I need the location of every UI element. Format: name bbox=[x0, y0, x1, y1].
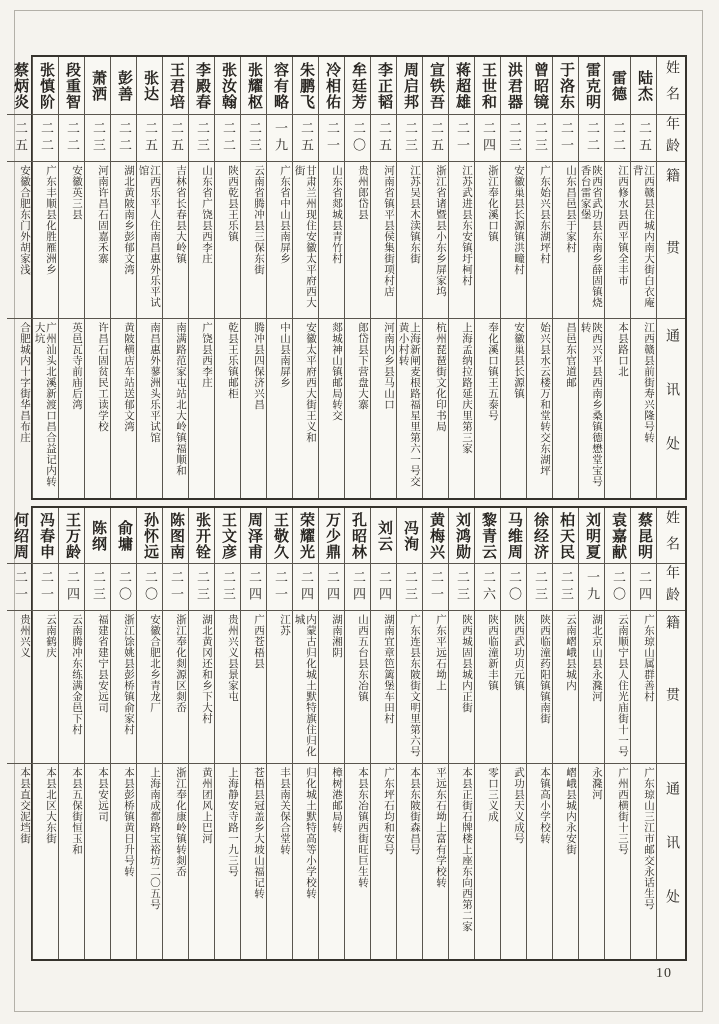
native-place-cell: 安徽合肥北乡青龙厂 bbox=[137, 610, 162, 763]
contact-cell: 广饶县西李庄 bbox=[189, 318, 214, 498]
contact-cell: 浙江奉化康岭镇转剡岙 bbox=[163, 763, 188, 959]
person-column bbox=[344, 57, 370, 498]
contact-cell: 河南内乡县马山口 bbox=[371, 318, 396, 498]
name-cell: 朱鹏飞 bbox=[298, 61, 314, 110]
person-column bbox=[110, 508, 136, 959]
native-place-cell: 广东省中山县南屏乡 bbox=[267, 161, 292, 318]
contact-cell: 安徽巢县长源镇 bbox=[501, 318, 526, 498]
name-cell: 王敬久 bbox=[272, 511, 288, 560]
name-cell: 曾昭镜 bbox=[532, 61, 548, 110]
native-place-cell: 河南许昌石固嘉禾寨 bbox=[85, 161, 110, 318]
person-column bbox=[7, 57, 32, 498]
contact-cell: 英邑瓦寺前庙后湾 bbox=[59, 318, 84, 498]
name-cell: 段重智 bbox=[64, 61, 80, 110]
age-cell: 二五 bbox=[137, 114, 162, 161]
native-place-cell: 广东平远石坳上 bbox=[423, 610, 448, 763]
person-column bbox=[136, 57, 162, 498]
contact-cell: 本县直交泥垱街 bbox=[7, 763, 32, 959]
person-column bbox=[32, 508, 58, 959]
native-place-cell: 江苏武进县东安镇圩柯村 bbox=[449, 161, 474, 318]
age-cell: 二五 bbox=[163, 114, 188, 161]
native-place-cell: 吉林省长春县大岭镇 bbox=[163, 161, 188, 318]
person-column bbox=[318, 57, 344, 498]
contact-cell: 本县安远司 bbox=[85, 763, 110, 959]
name-cell: 冷相佑 bbox=[324, 61, 340, 110]
native-place-cell: 陕西武功贞元镇 bbox=[501, 610, 526, 763]
person-column bbox=[474, 508, 500, 959]
person-column bbox=[32, 57, 58, 498]
person-column bbox=[526, 57, 552, 498]
person-column bbox=[526, 508, 552, 959]
age-cell: 二一 bbox=[423, 563, 448, 610]
name-cell: 何绍周 bbox=[12, 511, 28, 560]
name-cell: 陆杰 bbox=[636, 69, 652, 102]
age-cell: 二二 bbox=[33, 114, 58, 161]
native-place-cell: 云南嶍峨县城内 bbox=[553, 610, 578, 763]
name-cell: 柏天民 bbox=[558, 511, 574, 560]
row-label-column bbox=[656, 57, 685, 498]
person-column bbox=[110, 57, 136, 498]
age-cell: 二二 bbox=[579, 114, 604, 161]
age-cell: 二三 bbox=[215, 563, 240, 610]
age-cell: 二〇 bbox=[345, 114, 370, 161]
name-cell: 徐经济 bbox=[532, 511, 548, 560]
contact-cell: 南满路范家屯站北大岭镇福顺和 bbox=[163, 318, 188, 498]
name-cell: 张达 bbox=[142, 69, 158, 102]
native-place-cell: 云南腾冲东练满金邑下村 bbox=[59, 610, 84, 763]
native-place-cell: 江西乐平人住南昌惠外乐平试馆 bbox=[137, 161, 162, 318]
contact-cell: 永漋河 bbox=[579, 763, 604, 959]
name-cell: 荣耀光 bbox=[298, 511, 314, 560]
native-place-cell: 贵州郎岱县 bbox=[345, 161, 370, 318]
native-place-cell: 湖南湘阴 bbox=[319, 610, 344, 763]
native-place-cell: 安徽合肥东门外胡家浅 bbox=[7, 161, 32, 318]
native-place-cell: 山东昌邑县于家村 bbox=[553, 161, 578, 318]
name-cell: 牟廷芳 bbox=[350, 61, 366, 110]
name-cell: 雷克明 bbox=[584, 61, 600, 110]
contact-cell: 杭州琵琶街文化印书局 bbox=[423, 318, 448, 498]
name-cell: 蒋超雄 bbox=[454, 61, 470, 110]
age-cell: 二一 bbox=[163, 563, 188, 610]
person-column bbox=[396, 57, 422, 498]
contact-cell: 上海南成都路宝裕坊二〇五号 bbox=[137, 763, 162, 959]
contact-cell: 上海孟纳拉路延庆里第三家 bbox=[449, 318, 474, 498]
native-place-cell: 陕西省武功县东南乡薛固镇烧香台雷家堡 bbox=[579, 161, 604, 318]
person-column bbox=[292, 508, 318, 959]
name-cell: 黎青云 bbox=[480, 511, 496, 560]
contact-cell: 黄州团风上巴河 bbox=[189, 763, 214, 959]
name-cell: 张慎阶 bbox=[38, 61, 54, 110]
age-cell: 二三 bbox=[85, 563, 110, 610]
row-label-contact: 通讯处 bbox=[657, 763, 685, 959]
contact-cell: 上海静安寺路一九三号 bbox=[215, 763, 240, 959]
person-column bbox=[240, 57, 266, 498]
contact-cell: 本县东陂街森昌号 bbox=[397, 763, 422, 959]
roster-table-top bbox=[12, 55, 687, 500]
native-place-cell: 陕西乾县王乐镇 bbox=[215, 161, 240, 318]
name-cell: 彭善 bbox=[116, 69, 132, 102]
person-column bbox=[448, 57, 474, 498]
person-column bbox=[578, 508, 604, 959]
name-cell: 宣铁吾 bbox=[428, 61, 444, 110]
native-place-cell: 浙江馀姚县彭桥镇俞家村 bbox=[111, 610, 136, 763]
contact-cell: 苍梧县冠盖乡大坡山福记转 bbox=[241, 763, 266, 959]
person-column bbox=[162, 508, 188, 959]
native-place-cell: 广东连县东陂街文明里第六号 bbox=[397, 610, 422, 763]
age-cell: 二四 bbox=[293, 563, 318, 610]
name-cell: 张开铨 bbox=[194, 511, 210, 560]
contact-cell: 上海新闸麦根路福星里第六一号交黄小村转 bbox=[397, 318, 422, 498]
age-cell: 二四 bbox=[345, 563, 370, 610]
native-place-cell: 广西苍梧县 bbox=[241, 610, 266, 763]
native-place-cell: 安徽巢县长源镇洪疃村 bbox=[501, 161, 526, 318]
person-column bbox=[318, 508, 344, 959]
age-cell: 二二 bbox=[59, 114, 84, 161]
contact-cell: 樟树港邮局转 bbox=[319, 763, 344, 959]
age-cell: 二〇 bbox=[605, 563, 630, 610]
row-label-contact: 通讯处 bbox=[657, 318, 685, 498]
contact-cell: 广州西横街十三号 bbox=[605, 763, 630, 959]
person-column bbox=[58, 508, 84, 959]
name-cell: 俞墉 bbox=[116, 519, 132, 552]
contact-cell: 广州汕头北溪新渡口昌合益记内转大坑 bbox=[33, 318, 58, 498]
person-column bbox=[7, 508, 32, 959]
person-column bbox=[240, 508, 266, 959]
native-place-cell: 广东琼山属群善村 bbox=[631, 610, 656, 763]
row-label-native: 籍贯 bbox=[657, 610, 685, 763]
native-place-cell: 云南顺宁县人住光庙街十一号 bbox=[605, 610, 630, 763]
age-cell: 二三 bbox=[85, 114, 110, 161]
row-label-native: 籍贯 bbox=[657, 161, 685, 318]
native-place-cell: 山西五台县东冶镇 bbox=[345, 610, 370, 763]
native-place-cell: 浙江奉化剡源区剡岙 bbox=[163, 610, 188, 763]
contact-cell: 中山县南屏乡 bbox=[267, 318, 292, 498]
native-place-cell: 云南省腾冲县三保东街 bbox=[241, 161, 266, 318]
person-column bbox=[448, 508, 474, 959]
native-place-cell: 贵州兴义 bbox=[7, 610, 32, 763]
age-cell: 二四 bbox=[241, 563, 266, 610]
name-cell: 容有略 bbox=[272, 61, 288, 110]
contact-cell: 本县正街石牌楼上座东向西第二家 bbox=[449, 763, 474, 959]
native-place-cell: 广东丰顺县化胜雁洲乡 bbox=[33, 161, 58, 318]
contact-cell: 平远东石坳上富有学校转 bbox=[423, 763, 448, 959]
person-column bbox=[58, 57, 84, 498]
age-cell: 二二 bbox=[111, 114, 136, 161]
age-cell: 二三 bbox=[527, 563, 552, 610]
name-cell: 张耀枢 bbox=[246, 61, 262, 110]
name-cell: 李正韬 bbox=[376, 61, 392, 110]
contact-cell: 昌邑东官道邮 bbox=[553, 318, 578, 498]
contact-cell: 武功县天义成号 bbox=[501, 763, 526, 959]
native-place-cell: 甘肃兰州现住安徽太平府西大街 bbox=[293, 161, 318, 318]
native-place-cell: 河南省镇平县侯集街项村店 bbox=[371, 161, 396, 318]
person-column bbox=[578, 57, 604, 498]
age-cell: 二五 bbox=[293, 114, 318, 161]
person-column bbox=[630, 508, 656, 959]
row-label-age: 年龄 bbox=[657, 114, 685, 161]
age-cell: 二四 bbox=[319, 563, 344, 610]
age-cell: 二四 bbox=[59, 563, 84, 610]
contact-cell: 合肥城内十字街华昌布庄 bbox=[7, 318, 32, 498]
person-column bbox=[370, 57, 396, 498]
name-cell: 萧洒 bbox=[90, 69, 106, 102]
native-place-cell: 陕西临潼新丰镇 bbox=[475, 610, 500, 763]
native-place-cell: 江西赣县住城内南大街白衣庵背 bbox=[631, 161, 656, 318]
age-cell: 二三 bbox=[527, 114, 552, 161]
age-cell: 二五 bbox=[423, 114, 448, 161]
contact-cell: 奉化溪口镇王五泰号 bbox=[475, 318, 500, 498]
name-cell: 刘鸿勋 bbox=[454, 511, 470, 560]
age-cell: 一九 bbox=[579, 563, 604, 610]
name-cell: 冯春申 bbox=[38, 511, 54, 560]
contact-cell: 许昌石固贫民工读学校 bbox=[85, 318, 110, 498]
person-column bbox=[344, 508, 370, 959]
name-cell: 蔡炳炎 bbox=[12, 61, 28, 110]
native-place-cell: 湖北京山县永漋河 bbox=[579, 610, 604, 763]
native-place-cell: 浙江省诸暨县小东乡屏家坞 bbox=[423, 161, 448, 318]
name-cell: 刘云 bbox=[376, 519, 392, 552]
person-column bbox=[396, 508, 422, 959]
page-number: 10 bbox=[656, 966, 672, 981]
person-column bbox=[136, 508, 162, 959]
name-cell: 周泽甫 bbox=[246, 511, 262, 560]
age-cell: 二三 bbox=[553, 563, 578, 610]
contact-cell: 本县五保街恒玉和 bbox=[59, 763, 84, 959]
row-label-age: 年龄 bbox=[657, 563, 685, 610]
name-cell: 袁嘉献 bbox=[610, 511, 626, 560]
person-column bbox=[474, 57, 500, 498]
person-column bbox=[188, 508, 214, 959]
person-column bbox=[422, 508, 448, 959]
contact-cell: 嶍峨县城内永安街 bbox=[553, 763, 578, 959]
native-place-cell: 江西修水县西平镇全丰市 bbox=[605, 161, 630, 318]
age-cell: 二一 bbox=[319, 114, 344, 161]
age-cell: 二一 bbox=[33, 563, 58, 610]
person-column bbox=[604, 57, 630, 498]
name-cell: 周启邦 bbox=[402, 61, 418, 110]
native-place-cell: 山东省广饶县西李庄 bbox=[189, 161, 214, 318]
name-cell: 冯洵 bbox=[402, 519, 418, 552]
person-column bbox=[162, 57, 188, 498]
name-cell: 王文彦 bbox=[220, 511, 236, 560]
person-column bbox=[370, 508, 396, 959]
contact-cell: 始兴县水云楼万和堂转交东湖坪 bbox=[527, 318, 552, 498]
contact-cell: 归化城土默特高等小学校转 bbox=[293, 763, 318, 959]
native-place-cell: 内蒙古归化城土默特旗住归化城 bbox=[293, 610, 318, 763]
person-column bbox=[500, 57, 526, 498]
native-place-cell: 福建省建宁县安远司 bbox=[85, 610, 110, 763]
age-cell: 二一 bbox=[267, 563, 292, 610]
native-place-cell: 陕西城固县城内正街 bbox=[449, 610, 474, 763]
age-cell: 二四 bbox=[475, 114, 500, 161]
contact-cell: 本县路口北 bbox=[605, 318, 630, 498]
person-column bbox=[604, 508, 630, 959]
contact-cell: 本镇高小学校转 bbox=[527, 763, 552, 959]
person-column bbox=[292, 57, 318, 498]
name-cell: 洪君器 bbox=[506, 61, 522, 110]
name-cell: 王万龄 bbox=[64, 511, 80, 560]
age-cell: 二一 bbox=[449, 114, 474, 161]
person-column bbox=[188, 57, 214, 498]
row-label-name: 姓名 bbox=[664, 59, 679, 112]
age-cell: 二三 bbox=[241, 114, 266, 161]
row-label-column bbox=[656, 508, 685, 959]
native-place-cell: 江苏 bbox=[267, 610, 292, 763]
name-cell: 王君培 bbox=[168, 61, 184, 110]
person-column bbox=[422, 57, 448, 498]
native-place-cell: 湖北黄陂南乡彭郁文湾 bbox=[111, 161, 136, 318]
name-cell: 孔昭林 bbox=[350, 511, 366, 560]
age-cell: 一九 bbox=[267, 114, 292, 161]
contact-cell: 乾县王乐镇邮柜 bbox=[215, 318, 240, 498]
person-column bbox=[500, 508, 526, 959]
contact-cell: 丰县南关保合堂转 bbox=[267, 763, 292, 959]
native-place-cell: 浙江奉化溪口镇 bbox=[475, 161, 500, 318]
contact-cell: 安徽太平府西大街王义和 bbox=[293, 318, 318, 498]
contact-cell: 江西赣县前街寿兴隆号转 bbox=[631, 318, 656, 498]
age-cell: 二三 bbox=[189, 114, 214, 161]
person-column bbox=[84, 508, 110, 959]
contact-cell: 广东坪石均和安号 bbox=[371, 763, 396, 959]
roster-table-bottom bbox=[12, 506, 687, 961]
age-cell: 二四 bbox=[631, 563, 656, 610]
native-place-cell: 陕西临潼药阳镇镇南街 bbox=[527, 610, 552, 763]
person-column bbox=[630, 57, 656, 498]
name-cell: 于洛东 bbox=[558, 61, 574, 110]
person-column bbox=[266, 508, 292, 959]
contact-cell: 本县彭桥镇黄日升号转 bbox=[111, 763, 136, 959]
contact-cell: 本县北区大东街 bbox=[33, 763, 58, 959]
native-place-cell: 安徽英三县 bbox=[59, 161, 84, 318]
name-cell: 刘明夏 bbox=[584, 511, 600, 560]
native-place-cell: 山东省郯城县青竹村 bbox=[319, 161, 344, 318]
name-cell: 王世和 bbox=[480, 61, 496, 110]
contact-cell: 郎岱县下营盘大寨 bbox=[345, 318, 370, 498]
age-cell: 二一 bbox=[553, 114, 578, 161]
person-column bbox=[214, 57, 240, 498]
person-column bbox=[552, 508, 578, 959]
name-cell: 马维周 bbox=[506, 511, 522, 560]
native-place-cell: 湖北黄冈还和乡下大村 bbox=[189, 610, 214, 763]
age-cell: 二一 bbox=[7, 563, 32, 610]
name-cell: 陈图南 bbox=[168, 511, 184, 560]
contact-cell: 广东琼山三江市邮交永话生号 bbox=[631, 763, 656, 959]
age-cell: 二〇 bbox=[501, 563, 526, 610]
age-cell: 二〇 bbox=[111, 563, 136, 610]
name-cell: 蔡昆明 bbox=[636, 511, 652, 560]
contact-cell: 郯城神山镇邮局转交 bbox=[319, 318, 344, 498]
age-cell: 二三 bbox=[397, 563, 422, 610]
native-place-cell: 江苏吴县木渎镇东街 bbox=[397, 161, 422, 318]
contact-cell: 黄陂横店车站送郁文湾 bbox=[111, 318, 136, 498]
age-cell: 二五 bbox=[371, 114, 396, 161]
name-cell: 万少鼎 bbox=[324, 511, 340, 560]
contact-cell: 本县东冶镇西街旺巨生转 bbox=[345, 763, 370, 959]
name-cell: 张汝翰 bbox=[220, 61, 236, 110]
row-label-name: 姓名 bbox=[664, 509, 679, 562]
person-column bbox=[214, 508, 240, 959]
name-cell: 雷德 bbox=[610, 69, 626, 102]
age-cell: 二四 bbox=[371, 563, 396, 610]
age-cell: 二三 bbox=[501, 114, 526, 161]
name-cell: 黄梅兴 bbox=[428, 511, 444, 560]
contact-cell: 南昌惠外蓼洲头乐平试馆 bbox=[137, 318, 162, 498]
age-cell: 二六 bbox=[475, 563, 500, 610]
name-cell: 李殿春 bbox=[194, 61, 210, 110]
age-cell: 二〇 bbox=[137, 563, 162, 610]
age-cell: 二五 bbox=[631, 114, 656, 161]
name-cell: 孙怀远 bbox=[142, 511, 158, 560]
contact-cell: 陕西兴平县西南乡桑镇德懋堂宝号转 bbox=[579, 318, 604, 498]
name-cell: 陈纲 bbox=[90, 519, 106, 552]
age-cell: 二三 bbox=[189, 563, 214, 610]
age-cell: 二五 bbox=[7, 114, 32, 161]
age-cell: 二三 bbox=[397, 114, 422, 161]
person-column bbox=[266, 57, 292, 498]
roster-page bbox=[12, 55, 687, 961]
age-cell: 二二 bbox=[605, 114, 630, 161]
person-column bbox=[552, 57, 578, 498]
native-place-cell: 湖南宜章笆篱堡车田村 bbox=[371, 610, 396, 763]
contact-cell: 腾冲县四保济兴昌 bbox=[241, 318, 266, 498]
person-column bbox=[84, 57, 110, 498]
native-place-cell: 广东始兴县东湖坪村 bbox=[527, 161, 552, 318]
native-place-cell: 贵州兴义县景家屯 bbox=[215, 610, 240, 763]
age-cell: 二二 bbox=[215, 114, 240, 161]
contact-cell: 零口三义成 bbox=[475, 763, 500, 959]
age-cell: 二三 bbox=[449, 563, 474, 610]
native-place-cell: 云南鹤庆 bbox=[33, 610, 58, 763]
